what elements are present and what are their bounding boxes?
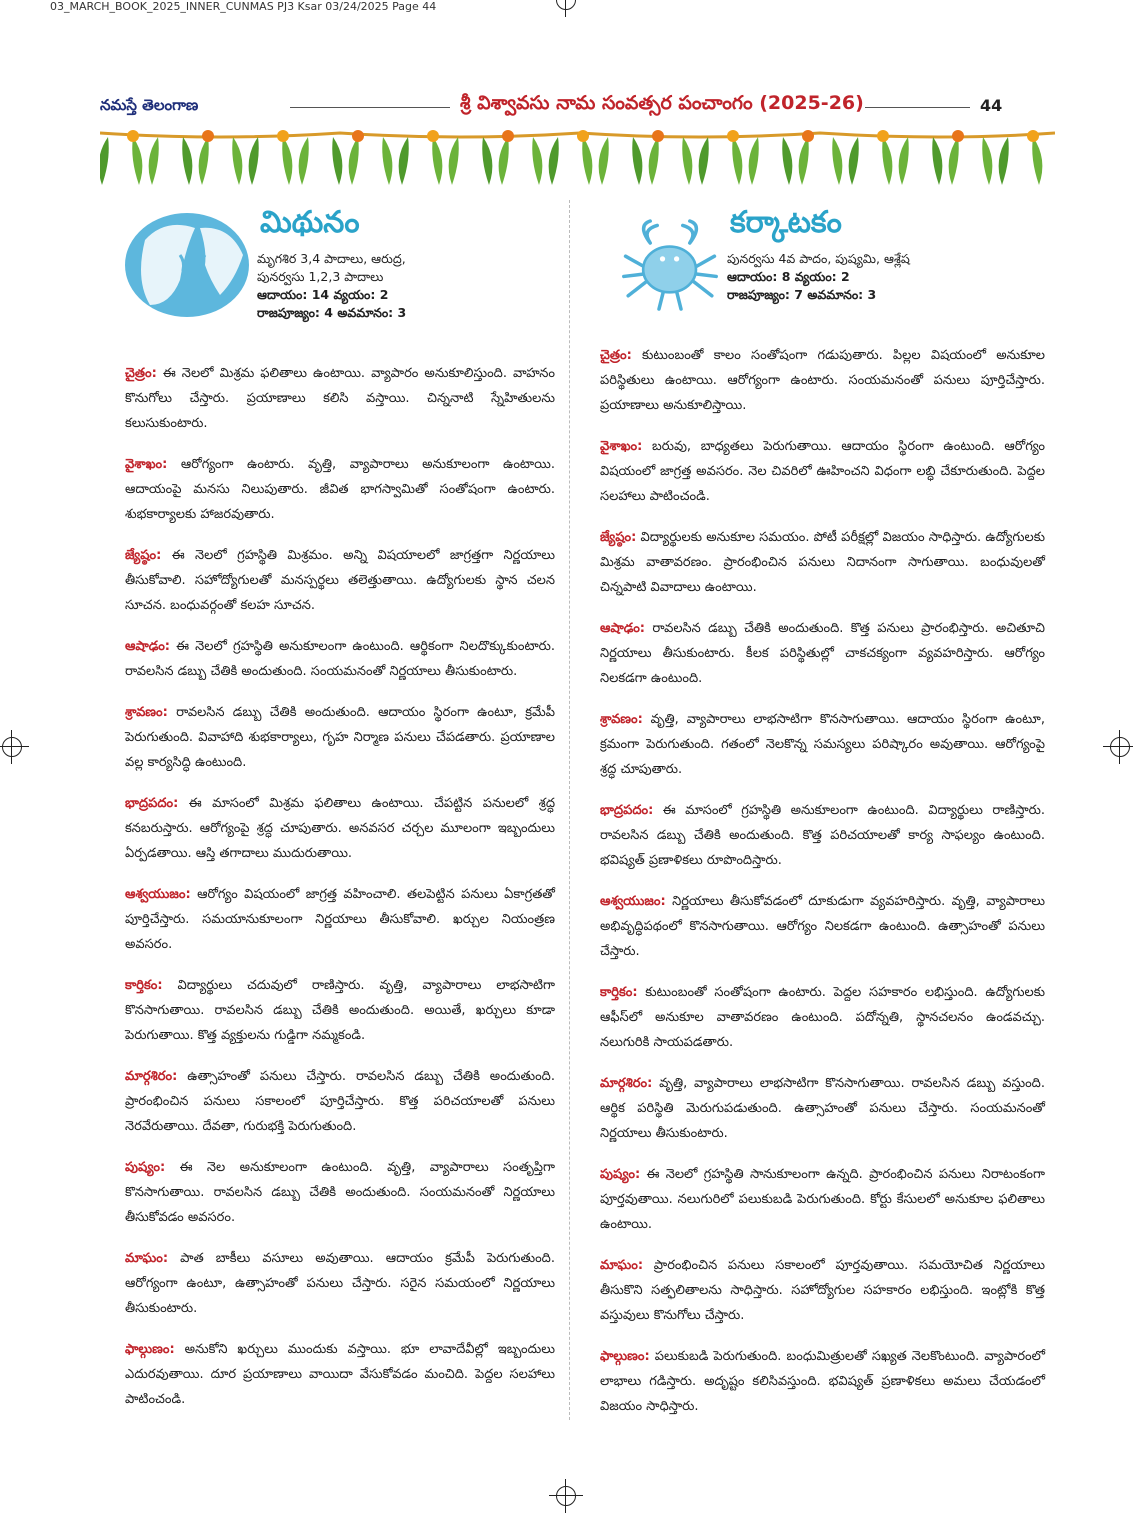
mango-leaf xyxy=(599,137,609,185)
mango-leaf xyxy=(782,137,792,185)
month-magham: మాఘం: పాత బాకీలు వసూలు అవుతాయి. ఆదాయం క్రమేపీ పెరుగుతుంది. ఆరోగ్యంగా ఉంటూ, ఉత్సాహంతో పనులు చేస్తారు. సరైన సమయంలో నిర్ణయాలు తీసుకుంటారు. xyxy=(125,1251,555,1316)
mango-leaf xyxy=(949,137,959,185)
mango-leaf xyxy=(149,137,159,185)
page-title: శ్రీ విశ్వావసు నామ సంవత్సర పంచాంగం (2025-26) xyxy=(460,92,864,114)
month-margashiram: మార్గశిరం: వృత్తి, వ్యాపారాలు లాభసాటిగా కొనసాగుతాయి. రావలసిన డబ్బు వస్తుంది. ఆర్థిక పరిస్థితి మెరుగుపడుతుంది. ఉత్సాహంతో పనులు చేస్తారు. సంయమనంతో నిర్ణయాలు తీసుకుంటారు. xyxy=(600,1076,1045,1141)
mango-leaf xyxy=(849,137,859,185)
mango-leaf xyxy=(432,137,442,185)
registration-mark-bottom xyxy=(556,1486,576,1506)
marigold-flower xyxy=(427,130,439,142)
marigold-flower xyxy=(502,130,514,142)
mango-leaf xyxy=(549,137,559,185)
mango-leaf xyxy=(249,137,259,185)
month-ashwayujam: ఆశ్వయుజం: ఆరోగ్యం విషయంలో జాగ్రత్త వహించాలి. తలపెట్టిన పనులు ఏకాగ్రతతో పూర్తిచేస్తారు. సమయానుకూలంగా నిర్ణయాలు తీసుకోవాలి. ఖర్చుల నియంత్రణ అవసరం. xyxy=(125,887,555,952)
marigold-flower xyxy=(277,130,289,142)
mango-leaf xyxy=(582,137,592,185)
month-chaitram: చైత్రం: కుటుంబంతో కాలం సంతోషంగా గడుపుతారు. పిల్లల విషయంలో అనుకూల పరిస్థితులు ఉంటాయి. ఆరోగ్యంగా ఉంటారు. సంయమనంతో పనులు పూర్తిచేస్తారు. ప్రయాణాలు అనుకూలిస్తాయి. xyxy=(600,348,1045,413)
month-magham: మాఘం: ప్రారంభించిన పనులు సకాలంలో పూర్తవుతాయి. సమయోచిత నిర్ణయాలు తీసుకొని సత్ఫలితాలను సాధిస్తారు. సహోద్యోగుల సహకారం లభిస్తుంది. ఇంట్లోకి కొత్త వస్తువులు కొనుగోలు చేస్తారు. xyxy=(600,1258,1045,1323)
rajapujyam-avamanam: రాజపూజ్యం: 4 అవమానం: 3 xyxy=(257,305,407,320)
column-divider xyxy=(569,200,571,1420)
sign-name-karkatakam: కర్కాటకం xyxy=(730,205,842,240)
registration-mark-right xyxy=(1110,737,1130,757)
sign-name-mithunam: మిథునం xyxy=(260,205,360,240)
sign-info xyxy=(257,250,557,322)
mango-leaf xyxy=(482,137,492,185)
mango-leaf xyxy=(832,137,842,185)
gemini-twins-icon xyxy=(125,210,250,320)
registration-mark-left xyxy=(2,737,22,757)
mango-leaf xyxy=(349,137,359,185)
mango-leaf xyxy=(932,137,942,185)
mango-leaf xyxy=(749,137,759,185)
mango-leaf xyxy=(199,137,209,185)
month-jyeshtham: జ్యేష్ఠం: ఈ నెలలో గ్రహస్థితి మిశ్రమం. అన్ని విషయాలలో జాగ్రత్తగా నిర్ణయాలు తీసుకోవాలి. సహోద్యోగులతో మనస్పర్థలు తలెత్తుతాయి. ఉద్యోగులకు స్థాన చలన సూచన. బంధువర్గంతో కలహ సూచన. xyxy=(125,548,555,613)
marigold-flower xyxy=(652,130,664,142)
nakshatra-line-1: మృగశిర 3,4 పాదాలు, ఆరుద్ర, xyxy=(257,251,406,266)
month-chaitram: చైత్రం: ఈ నెలలో మిశ్రమ ఫలితాలు ఉంటాయి. వ్యాపారం అనుకూలిస్తుంది. వాహనం కొనుగోలు చేస్తారు. ప్రయాణాలు కలిసి వస్తాయి. చిన్ననాటి స్నేహితులను కలుసుకుంటారు. xyxy=(125,366,555,431)
marigold-flower xyxy=(202,130,214,142)
marigold-flower xyxy=(577,130,589,142)
aadaayam-vyayam: ఆదాయం: 8 వ్యయం: 2 xyxy=(727,269,850,284)
mango-leaf xyxy=(1032,137,1042,185)
header-rule-left xyxy=(290,107,450,108)
mango-leaf xyxy=(732,137,742,185)
month-vaishakham: వైశాఖం: బరువు, బాధ్యతలు పెరుగుతాయి. ఆదాయం స్థిరంగా ఉంటుంది. ఆరోగ్యం విషయంలో జాగ్రత్త అవసరం. నెల చివరిలో ఊహించని విధంగా లబ్ధి చేకూరుతుంది. పెద్దల సలహాలు పాటించండి. xyxy=(600,439,1045,504)
page-number: 44 xyxy=(980,96,1003,115)
mango-leaf xyxy=(999,137,1009,185)
marigold-flower xyxy=(727,130,739,142)
month-bhadrapadam: భాద్రపదం: ఈ మాసంలో గ్రహస్థితి అనుకూలంగా ఉంటుంది. విద్యార్థులు రాణిస్తారు. రావలసిన డబ్బు చేతికి అందుతుంది. కొత్త పరిచయాలతో కార్య సాఫల్యం ఉంటుంది. భవిష్యత్ ప్రణాళికలు రూపొందిస్తారు. xyxy=(600,803,1045,868)
marigold-flower xyxy=(952,130,964,142)
month-jyeshtham: జ్యేష్ఠం: విద్యార్థులకు అనుకూల సమయం. పోటీ పరీక్షల్లో విజయం సాధిస్తారు. ఉద్యోగులకు మిశ్రమ వాతావరణం. ప్రారంభించిన పనులు నిదానంగా సాగుతాయి. బంధువులతో చిన్నపాటి వివాదాలు ఉంటాయి. xyxy=(600,530,1045,595)
marigold-flower xyxy=(127,130,139,142)
mango-leaf xyxy=(332,137,342,185)
month-phalgunam: ఫాల్గుణం: పలుకుబడి పెరుగుతుంది. బంధుమిత్రులతో సఖ్యత నెలకొంటుంది. వ్యాపారంలో లాభాలు గడిస్తారు. అదృష్టం కలిసివస్తుంది. భవిష్యత్ ప్రణాళికలు అమలు చేయడంలో విజయం సాధిస్తారు. xyxy=(600,1349,1046,1414)
mango-leaf xyxy=(699,137,709,185)
month-bhadrapadam: భాద్రపదం: ఈ మాసంలో మిశ్రమ ఫలితాలు ఉంటాయి. చేపట్టిన పనులలో శ్రద్ధ కనబరుస్తారు. ఆరోగ్యంపై శ్రద్ధ చూపుతారు. అనవసర చర్చల మూలంగా ఇబ్బందులు ఏర్పడతాయి. ఆస్తి తగాదాలు ముదురుతాయి. xyxy=(125,796,555,861)
month-vaishakham: వైశాఖం: ఆరోగ్యంగా ఉంటారు. వృత్తి, వ్యాపారాలు అనుకూలంగా ఉంటాయి. ఆదాయంపై మనసు నిలుపుతారు. జీవిత భాగస్వామితో సంతోషంగా ఉంటారు. శుభకార్యాలకు హాజరవుతారు. xyxy=(125,457,555,522)
mango-leaf xyxy=(132,137,142,185)
month-shravanam: శ్రావణం: రావలసిన డబ్బు చేతికి అందుతుంది. ఆదాయం స్థిరంగా ఉంటూ, క్రమేపీ పెరుగుతుంది. వివాహాది శుభకార్యాలు, గృహ నిర్మాణ పనులు చేపడతారు. ప్రయాణాల వల్ల కార్యసిద్ధి ఉంటుంది. xyxy=(125,705,555,770)
mango-leaf xyxy=(899,137,909,185)
month-ashwayujam: ఆశ్వయుజం: నిర్ణయాలు తీసుకోవడంలో దూకుడుగా వ్యవహరిస్తారు. వృత్తి, వ్యాపారాలు అభివృద్ధిపథంలో కొనసాగుతాయి. ఆరోగ్యం నిలకడగా ఉంటుంది. ఉత్సాహంతో పనులు చేస్తారు. xyxy=(600,894,1045,959)
rajapujyam-avamanam: రాజపూజ్యం: 7 అవమానం: 3 xyxy=(727,287,877,302)
marigold-flower xyxy=(802,130,814,142)
marigold-flower xyxy=(352,130,364,142)
month-ashadham: ఆషాఢం: ఈ నెలలో గ్రహస్థితి అనుకూలంగా ఉంటుంది. ఆర్థికంగా నిలదొక్కుకుంటారు. రావలసిన డబ్బు చేతికి అందుతుంది. సంయమనంతో నిర్ణయాలు తీసుకుంటారు. xyxy=(125,639,555,679)
mango-leaf xyxy=(299,137,309,185)
mango-leaf xyxy=(882,137,892,185)
mango-leaf xyxy=(982,137,992,185)
mango-leaf xyxy=(399,137,409,185)
mango-leaf xyxy=(649,137,659,185)
aadaayam-vyayam: ఆదాయం: 14 వ్యయం: 2 xyxy=(257,287,389,302)
marigold-flower xyxy=(877,130,889,142)
month-pushyam: పుష్యం: ఈ నెల అనుకూలంగా ఉంటుంది. వృత్తి, వ్యాపారాలు సంతృప్తిగా కొనసాగుతాయి. రావలసిన డబ్బు చేతికి అందుతుంది. సంయమనంతో నిర్ణయాలు తీసుకోవడం అవసరం. xyxy=(125,1160,555,1225)
page-header xyxy=(100,92,1055,122)
month-karthikam: కార్తికం: విద్యార్థులు చదువులో రాణిస్తారు. వృత్తి, వ్యాపారాలు లాభసాటిగా కొనసాగుతాయి. రావలసిన డబ్బు చేతికి అందుతుంది. అయితే, ఖర్చులు కూడా పెరుగుతాయి. కొత్త వ్యక్తులను గుడ్డిగా నమ్మకండి. xyxy=(125,978,555,1043)
print-slug: 03_MARCH_BOOK_2025_INNER_CUNMAS PJ3 Ksar 03/24/2025 Page 44 xyxy=(50,0,437,13)
month-pushyam: పుష్యం: ఈ నెలలో గ్రహస్థితి సానుకూలంగా ఉన్నది. ప్రారంభించిన పనులు నిరాటంకంగా పూర్తవుతాయి. నలుగురిలో పలుకుబడి పెరుగుతుంది. కోర్టు కేసులలో అనుకూల ఫలితాలు ఉంటాయి. xyxy=(600,1167,1045,1232)
month-ashadham: ఆషాఢం: రావలసిన డబ్బు చేతికి అందుతుంది. కొత్త పనులు ప్రారంభిస్తారు. అచితూచి నిర్ణయాలు తీసుకుంటారు. కీలక పరిస్థితుల్లో చాకచక్యంగా వ్యవహరిస్తారు. ఆరోగ్యం నిలకడగా ఉంటుంది. xyxy=(600,621,1045,686)
mango-leaf-garland xyxy=(100,127,1055,189)
mango-leaf xyxy=(682,137,692,185)
mango-leaf xyxy=(499,137,509,185)
registration-mark-top xyxy=(556,0,576,10)
publication-name: నమస్తే తెలంగాణ xyxy=(100,96,199,114)
mango-leaf xyxy=(382,137,392,185)
nakshatra-line-2: పునర్వసు 1,2,3 పాదాలు xyxy=(257,269,384,284)
mango-leaf xyxy=(232,137,242,185)
sign-info xyxy=(727,250,1037,304)
header-rule-right xyxy=(865,107,970,108)
month-shravanam: శ్రావణం: వృత్తి, వ్యాపారాలు లాభసాటిగా కొనసాగుతాయి. ఆదాయం స్థిరంగా ఉంటూ, క్రమంగా పెరుగుతుంది. గతంలో నెలకొన్న సమస్యలు పరిష్కారం అవుతాయి. ఆరోగ్యంపై శ్రద్ధ చూపుతారు. xyxy=(600,712,1045,777)
crab-icon xyxy=(615,210,725,320)
mango-leaf xyxy=(632,137,642,185)
mango-leaf xyxy=(282,137,292,185)
mango-leaf xyxy=(182,137,192,185)
monthly-predictions xyxy=(125,348,555,1428)
mango-leaf xyxy=(449,137,459,185)
monthly-predictions xyxy=(600,330,1045,1435)
month-margashiram: మార్గశిరం: ఉత్సాహంతో పనులు చేస్తారు. రావలసిన డబ్బు చేతికి అందుతుంది. ప్రారంభించిన పనులు సకాలంలో పూర్తిచేస్తారు. కొత్త పరిచయాలతో పనులు నెరవేరుతాయి. దేవతా, గురుభక్తి పెరుగుతుంది. xyxy=(125,1069,555,1134)
mango-leaf xyxy=(100,137,109,185)
nakshatra-line-1: పునర్వసు 4వ పాదం, పుష్యమి, ఆశ్లేష xyxy=(727,251,910,266)
month-phalgunam: ఫాల్గుణం: అనుకోని ఖర్చులు ముందుకు వస్తాయి. భూ లావాదేవీల్లో ఇబ్బందులు ఎదురవుతాయి. దూర ప్రయాణాలు వాయిదా వేసుకోవడం మంచిది. పెద్దల సలహాలు పాటించండి. xyxy=(125,1342,555,1407)
mango-leaf xyxy=(799,137,809,185)
marigold-flower xyxy=(1027,130,1039,142)
month-karthikam: కార్తికం: కుటుంబంతో సంతోషంగా ఉంటారు. పెద్దల సహకారం లభిస్తుంది. ఉద్యోగులకు ఆఫీస్‌లో అనుకూల వాతావరణం ఉంటుంది. పదోన్నతి, స్థానచలనం ఉండవచ్చు. నలుగురికి సాయపడతారు. xyxy=(600,985,1045,1050)
mango-leaf xyxy=(532,137,542,185)
